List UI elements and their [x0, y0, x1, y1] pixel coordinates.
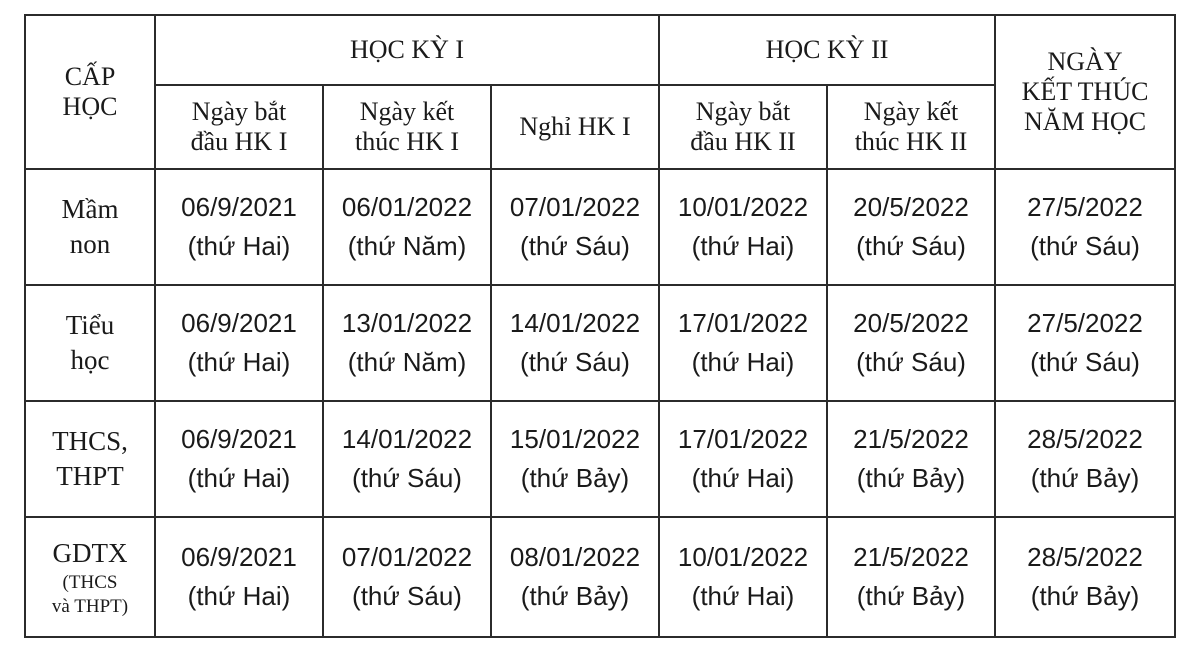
date-text: 14/01/2022 [341, 424, 473, 454]
level-line: Mầm [61, 193, 119, 224]
level-cell [25, 169, 155, 285]
level-cell [25, 401, 155, 517]
date-cell [827, 285, 995, 401]
header-year-end-line: KẾT THÚC [1021, 77, 1149, 107]
date-text: 14/01/2022 [509, 308, 641, 338]
date-cell [155, 401, 323, 517]
header-sub-line: thúc HK I [355, 127, 459, 156]
date-cell [659, 517, 827, 637]
header-level-line: CẤP [64, 62, 116, 92]
date-cell [995, 169, 1175, 285]
header-sub-line: Nghỉ HK I [519, 112, 631, 142]
weekday-text: (thứ Hai) [691, 581, 795, 611]
date-text: 06/01/2022 [341, 192, 473, 222]
date-text: 20/5/2022 [853, 308, 969, 338]
header-semester-1: HỌC KỲ I [155, 15, 659, 85]
weekday-text: (thứ Hai) [691, 347, 795, 377]
date-text: 07/01/2022 [509, 192, 641, 222]
level-note-line: và THPT) [51, 595, 129, 617]
header-sub-line: đầu HK II [690, 127, 796, 156]
date-cell [155, 285, 323, 401]
table-row [25, 517, 1175, 637]
header-year-end-line: NĂM HỌC [1023, 106, 1147, 136]
date-cell [995, 517, 1175, 637]
weekday-text: (thứ Hai) [187, 231, 291, 261]
weekday-text: (thứ Sáu) [520, 347, 630, 377]
date-cell [491, 285, 659, 401]
header-hk1-start [155, 85, 323, 169]
date-cell [323, 169, 491, 285]
header-semester-2: HỌC KỲ II [659, 15, 995, 85]
header-hk1-break [491, 85, 659, 169]
level-line: GDTX [52, 537, 128, 568]
level-cell [25, 285, 155, 401]
header-sub-line: thúc HK II [854, 127, 968, 156]
weekday-text: (thứ Sáu) [856, 231, 966, 261]
header-sub-line: Ngày bắt [191, 97, 287, 127]
date-cell [323, 401, 491, 517]
date-cell [995, 401, 1175, 517]
weekday-text: (thứ Sáu) [856, 347, 966, 377]
date-cell [827, 517, 995, 637]
date-text: 06/9/2021 [181, 542, 297, 572]
level-cell [25, 517, 155, 637]
date-text: 15/01/2022 [509, 424, 641, 454]
date-text: 10/01/2022 [677, 192, 809, 222]
weekday-text: (thứ Hai) [691, 231, 795, 261]
weekday-text: (thứ Bảy) [856, 581, 966, 611]
table-row [25, 169, 1175, 285]
level-line: học [70, 345, 110, 375]
date-text: 21/5/2022 [853, 542, 969, 572]
date-cell [491, 517, 659, 637]
date-cell [491, 169, 659, 285]
weekday-text: (thứ Hai) [187, 463, 291, 493]
school-calendar-table [24, 14, 1176, 638]
weekday-text: (thứ Hai) [691, 463, 795, 493]
weekday-text: (thứ Sáu) [1030, 347, 1140, 377]
date-cell [659, 169, 827, 285]
header-level-line: HỌC [62, 92, 118, 121]
level-line: THCS, [52, 425, 128, 456]
weekday-text: (thứ Sáu) [352, 463, 462, 493]
header-row-1 [25, 15, 1175, 85]
header-sub-line: Ngày kết [863, 97, 959, 127]
date-cell [323, 517, 491, 637]
weekday-text: (thứ Sáu) [352, 581, 462, 611]
header-sub-line: Ngày bắt [695, 97, 791, 127]
date-cell [659, 285, 827, 401]
header-year-end [995, 15, 1175, 169]
date-text: 13/01/2022 [341, 308, 473, 338]
level-note-line: (THCS [62, 571, 118, 593]
level-line: Tiểu [65, 309, 115, 340]
date-cell [491, 401, 659, 517]
date-text: 06/9/2021 [181, 308, 297, 338]
weekday-text: (thứ Năm) [347, 347, 467, 377]
table-row [25, 285, 1175, 401]
date-text: 28/5/2022 [1027, 424, 1143, 454]
header-year-end-line: NGÀY [1047, 47, 1123, 77]
date-cell [659, 401, 827, 517]
weekday-text: (thứ Hai) [187, 581, 291, 611]
date-text: 28/5/2022 [1027, 542, 1143, 572]
weekday-text: (thứ Bảy) [520, 581, 630, 611]
date-text: 17/01/2022 [677, 424, 809, 454]
header-level [25, 15, 155, 169]
weekday-text: (thứ Sáu) [520, 231, 630, 261]
header-sub-line: Ngày kết [359, 97, 455, 127]
date-cell [155, 169, 323, 285]
date-text: 07/01/2022 [341, 542, 473, 572]
header-hk1-end [323, 85, 491, 169]
date-text: 06/9/2021 [181, 192, 297, 222]
table-row [25, 401, 1175, 517]
date-text: 27/5/2022 [1027, 192, 1143, 222]
date-text: 06/9/2021 [181, 424, 297, 454]
level-line: THPT [56, 461, 124, 491]
weekday-text: (thứ Năm) [347, 231, 467, 261]
date-text: 08/01/2022 [509, 542, 641, 572]
date-text: 21/5/2022 [853, 424, 969, 454]
date-cell [827, 169, 995, 285]
date-cell [827, 401, 995, 517]
date-cell [155, 517, 323, 637]
level-line: non [69, 229, 111, 259]
date-cell [323, 285, 491, 401]
weekday-text: (thứ Bảy) [1030, 463, 1140, 493]
date-cell [995, 285, 1175, 401]
header-sub-line: đầu HK I [190, 127, 288, 156]
date-text: 27/5/2022 [1027, 308, 1143, 338]
weekday-text: (thứ Hai) [187, 347, 291, 377]
date-text: 17/01/2022 [677, 308, 809, 338]
weekday-text: (thứ Bảy) [856, 463, 966, 493]
weekday-text: (thứ Bảy) [1030, 581, 1140, 611]
date-text: 20/5/2022 [853, 192, 969, 222]
school-calendar-table-wrapper [24, 14, 1176, 638]
weekday-text: (thứ Sáu) [1030, 231, 1140, 261]
weekday-text: (thứ Bảy) [520, 463, 630, 493]
header-hk2-start [659, 85, 827, 169]
date-text: 10/01/2022 [677, 542, 809, 572]
header-hk2-end [827, 85, 995, 169]
